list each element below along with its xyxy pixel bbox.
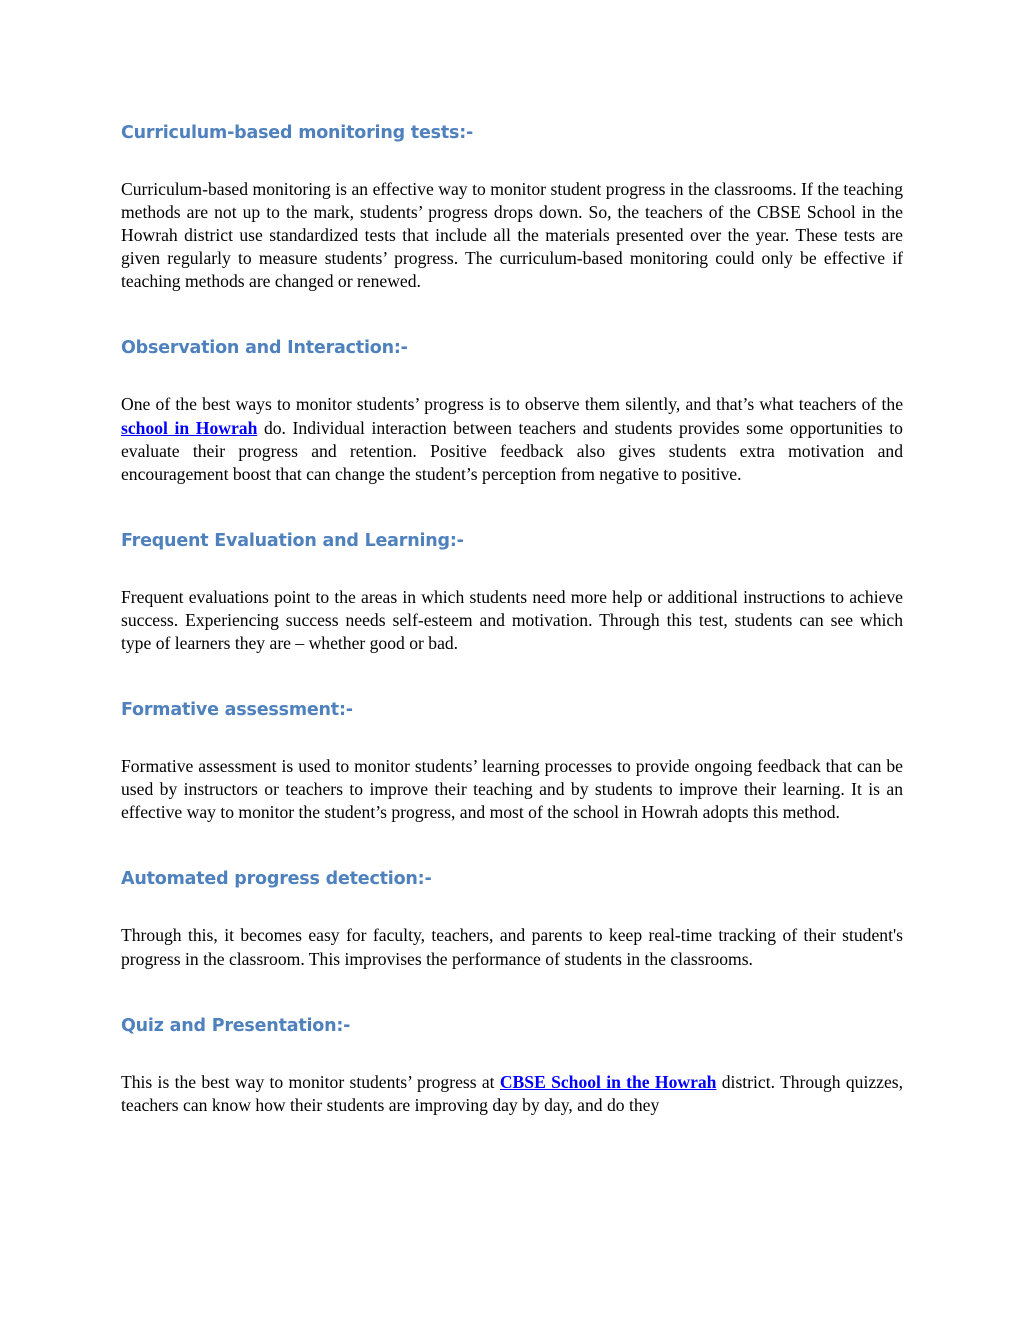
section-heading: Automated progress detection:- [121,869,432,890]
section-quiz-presentation [121,1011,903,1117]
paragraph-text: This is the best way to monitor students’ progress at [121,1071,500,1092]
section-heading: Frequent Evaluation and Learning:- [121,530,464,551]
section-paragraph [121,1071,903,1117]
school-in-howrah-link[interactable]: school in Howrah [121,417,258,438]
section-paragraph: Frequent evaluations point to the areas in which students need more help or additional instructions to achieve success. Experiencing success needs self-esteem and motivation. Through this test, students can see which type of learners they are – whether good or bad. [121,586,903,654]
section-observation-interaction [121,333,903,485]
section-paragraph [121,393,903,485]
document-page [121,118,903,1157]
section-paragraph: Through this, it becomes easy for faculty, teachers, and parents to keep real-time tracking of their student's progress in the classroom. This improvises the performance of students in the classrooms. [121,925,903,969]
section-heading: Formative assessment:- [121,700,353,721]
paragraph-text: One of the best ways to monitor students’ progress is to observe them silently, and that’s what teachers of the [121,394,903,415]
section-curriculum-based-monitoring [121,118,903,293]
section-frequent-evaluation [121,526,903,655]
section-paragraph: Formative assessment is used to monitor students’ learning processes to provide ongoing feedback that can be used by instructors or teachers to improve their teaching and by students to improve their learning. It is an effective way to monitor the student’s progress, and most of the school in Howrah adopts this method. [121,756,903,823]
paragraph-text: do. Individual interaction between teachers and students provides some opportunities to evaluate their progress and retention. Positive feedback also gives students extra motivation and encouragement boost that can change the student’s perception from negative to positive. [121,417,903,484]
section-heading: Observation and Interaction:- [121,338,408,359]
paragraph-text: district. Through quizzes, teachers can know how their students are improving day by day, and do they [121,1071,903,1115]
section-paragraph: Curriculum-based monitoring is an effective way to monitor student progress in the classrooms. If the teaching methods are not up to the mark, students’ progress drops down. So, the teachers of the CBSE School in the Howrah district use standardized tests that include all the materials presented over the year. These tests are given regularly to measure students’ progress. The curriculum-based monitoring could only be effective if teaching methods are changed or renewed. [121,179,903,292]
section-heading: Curriculum-based monitoring tests:- [121,123,474,143]
section-automated-progress-detection [121,864,903,970]
section-formative-assessment [121,695,903,824]
cbse-school-howrah-link[interactable]: CBSE School in the Howrah [499,1071,717,1092]
section-heading: Quiz and Presentation:- [121,1015,351,1036]
